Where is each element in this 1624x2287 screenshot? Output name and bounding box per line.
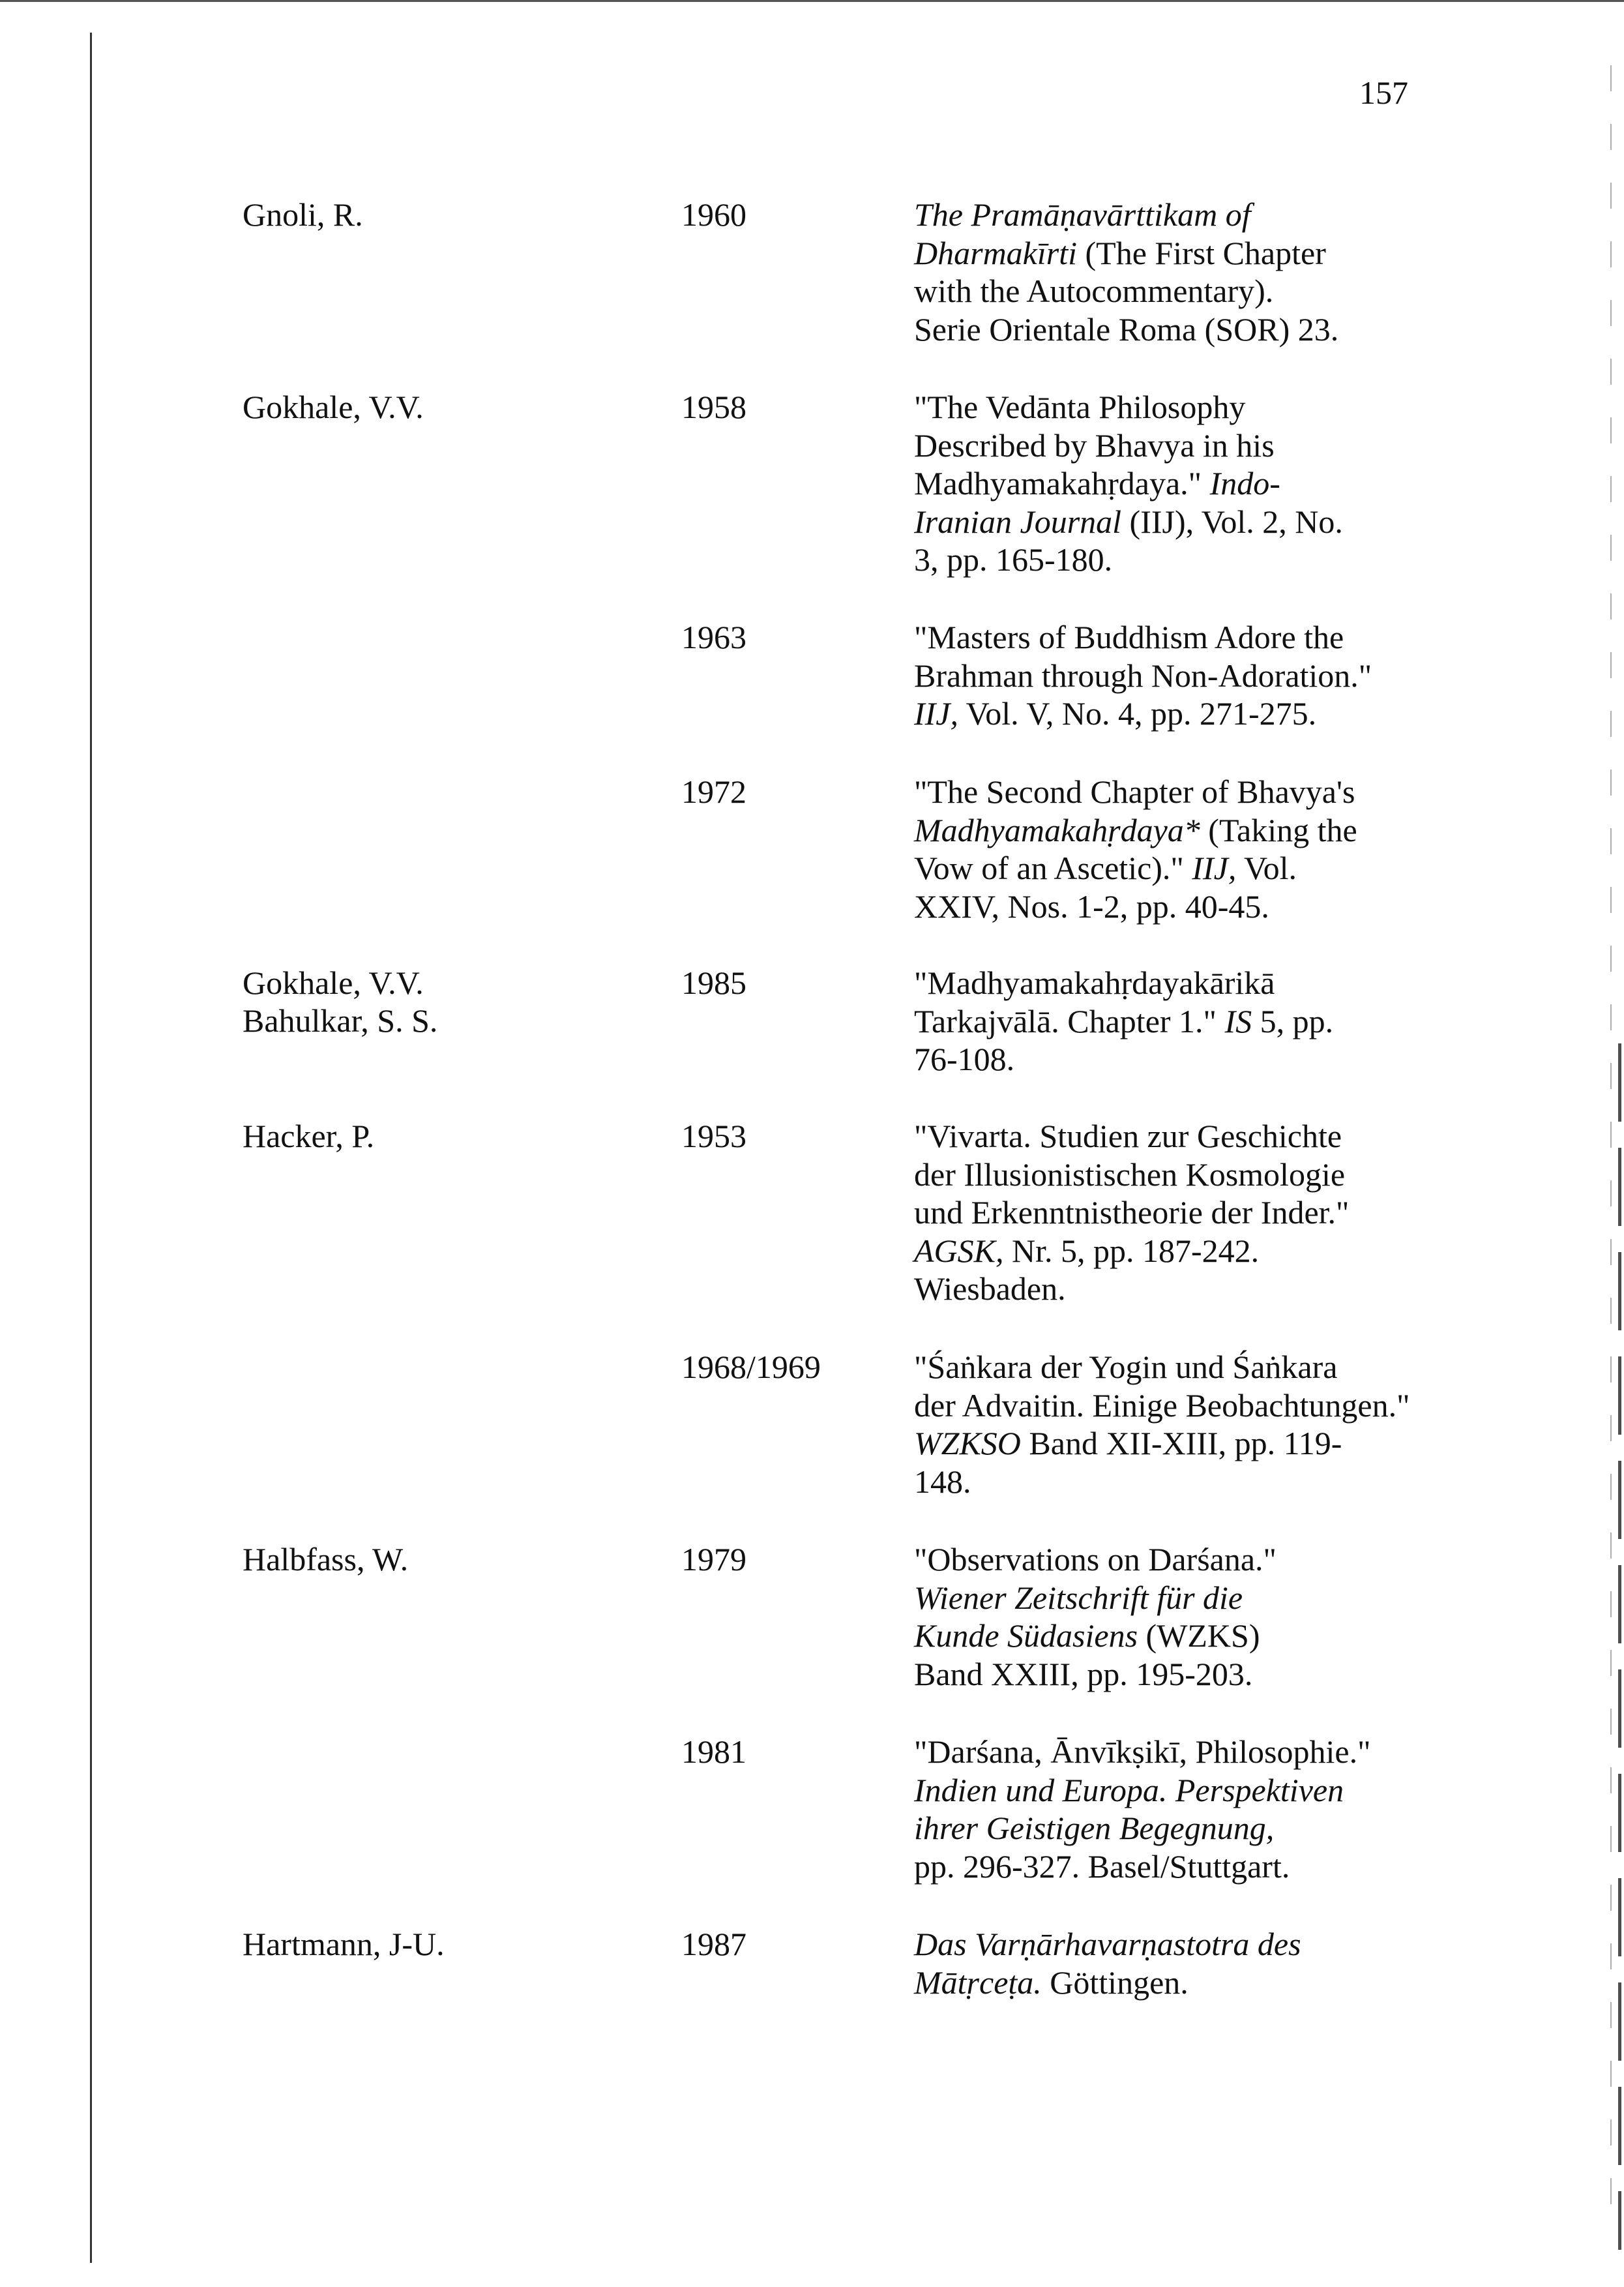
scan-right-edge-artifact xyxy=(1610,65,1612,2217)
citation-title-text: Dharmakīrti xyxy=(914,234,1077,271)
citation-text: 148. xyxy=(914,1463,971,1500)
entry-year: 1981 xyxy=(681,1733,746,1770)
entry-author xyxy=(243,1117,647,1155)
entry-citation xyxy=(914,1925,1436,2001)
citation-text: "Masters of Buddhism Adore the xyxy=(914,619,1344,655)
entry-author xyxy=(243,964,647,1039)
citation-line xyxy=(914,1002,1436,1041)
citation-text: (Taking the xyxy=(1200,811,1357,848)
citation-line xyxy=(914,657,1436,695)
citation-line xyxy=(914,1733,1436,1771)
citation-line xyxy=(914,1655,1436,1694)
citation-text: (WZKS) xyxy=(1138,1617,1260,1654)
entry-year: 1987 xyxy=(681,1926,746,1962)
citation-title-text: Wiener Zeitschrift für die xyxy=(914,1579,1243,1616)
citation-title-text: IIJ, xyxy=(1192,850,1237,886)
entry-citation xyxy=(914,773,1436,925)
citation-text: 76-108. xyxy=(914,1041,1015,1077)
citation-title-text: Iranian Journal xyxy=(914,503,1122,540)
citation-text: Göttingen. xyxy=(1041,1964,1188,2001)
citation-line xyxy=(914,1617,1436,1655)
citation-text: 5, pp. xyxy=(1252,1002,1334,1039)
entry-author xyxy=(243,1925,647,1963)
citation-line xyxy=(914,1809,1436,1847)
citation-line xyxy=(914,811,1436,850)
citation-title-text: Mātṛceṭa. xyxy=(914,1964,1042,2001)
citation-line xyxy=(914,1193,1436,1232)
citation-line xyxy=(914,234,1436,273)
entry-citation xyxy=(914,1348,1436,1501)
entry-year: 1985 xyxy=(681,964,746,1001)
citation-text: Band XII-XIII, pp. 119- xyxy=(1020,1425,1342,1461)
citation-line xyxy=(914,1156,1436,1194)
citation-text: with the Autocommentary). xyxy=(914,273,1274,309)
scan-top-edge xyxy=(0,0,1624,2)
entry-year: 1960 xyxy=(681,196,746,233)
citation-text: Brahman through Non-Adoration." xyxy=(914,657,1372,694)
citation-line xyxy=(914,1040,1436,1079)
citation-line xyxy=(914,964,1436,1002)
citation-text: "Madhyamakahṛdayakārikā xyxy=(914,964,1275,1001)
citation-text: der Advaitin. Einige Beobachtungen." xyxy=(914,1386,1410,1424)
entry-year: 1958 xyxy=(681,389,746,425)
citation-line xyxy=(914,426,1436,465)
citation-line xyxy=(914,1847,1436,1886)
citation-text: "Observations on Darśana." xyxy=(914,1541,1277,1577)
entry-citation xyxy=(914,1117,1436,1308)
citation-text: pp. 296-327. Basel/Stuttgart. xyxy=(914,1847,1290,1885)
entry-citation xyxy=(914,196,1436,348)
citation-text: Wiesbaden. xyxy=(914,1270,1066,1307)
citation-title-text: Madhyamakahṛdaya* xyxy=(914,811,1200,848)
citation-line xyxy=(914,888,1436,926)
entry-citation xyxy=(914,1733,1436,1885)
citation-line xyxy=(914,1964,1436,2002)
author-name: Gnoli, R. xyxy=(243,196,363,233)
citation-text: Tarkajvālā. Chapter 1." xyxy=(914,1002,1225,1039)
citation-line xyxy=(914,388,1436,426)
citation-text: XXIV, Nos. 1-2, pp. 40-45. xyxy=(914,888,1269,925)
citation-line xyxy=(914,1386,1436,1425)
citation-line xyxy=(914,1424,1436,1463)
citation-text: 3, pp. 165-180. xyxy=(914,541,1113,578)
author-name: Gokhale, V.V. xyxy=(243,389,424,425)
citation-line xyxy=(914,1270,1436,1308)
entry-author xyxy=(243,196,647,233)
entry-author xyxy=(243,388,647,426)
citation-text: und Erkenntnistheorie der Inder." xyxy=(914,1194,1350,1231)
citation-title-text: Indien und Europa. Perspektiven xyxy=(914,1771,1344,1808)
citation-title-text: Kunde Südasiens xyxy=(914,1617,1138,1654)
scan-left-binding-rule xyxy=(90,33,92,2263)
citation-line xyxy=(914,1540,1436,1579)
citation-text: der Illusionistischen Kosmologie xyxy=(914,1156,1346,1193)
citation-text: "The Vedānta Philosophy xyxy=(914,389,1246,425)
citation-line xyxy=(914,310,1436,349)
citation-text: "The Second Chapter of Bhavya's xyxy=(914,773,1355,810)
citation-text: Band XXIII, pp. 195-203. xyxy=(914,1655,1253,1692)
entry-citation xyxy=(914,388,1436,579)
author-name: Hartmann, J-U. xyxy=(243,1926,445,1962)
citation-title-text: Indo- xyxy=(1209,465,1280,501)
citation-text: "Vivarta. Studien zur Geschichte xyxy=(914,1118,1342,1154)
citation-line xyxy=(914,1117,1436,1156)
page-number: 157 xyxy=(1359,74,1408,111)
author-name: Bahulkar, S. S. xyxy=(243,1002,438,1039)
citation-line xyxy=(914,1925,1436,1964)
author-name: Halbfass, W. xyxy=(243,1541,409,1577)
citation-text: Vol. xyxy=(1236,850,1297,886)
citation-line xyxy=(914,503,1436,541)
citation-title-text: The Pramāṇavārttikam of xyxy=(914,196,1251,233)
citation-line xyxy=(914,1232,1436,1270)
author-name: Gokhale, V.V. xyxy=(243,964,424,1001)
citation-line xyxy=(914,1579,1436,1617)
citation-text: "Śaṅkara der Yogin und Śaṅkara xyxy=(914,1349,1338,1385)
citation-line xyxy=(914,849,1436,888)
entry-year: 1963 xyxy=(681,619,746,655)
citation-title-text: AGSK, xyxy=(914,1232,1004,1269)
citation-line xyxy=(914,1771,1436,1810)
citation-title-text: WZKSO xyxy=(914,1425,1021,1461)
citation-title-text: Das Varṇārhavarṇastotra des xyxy=(914,1926,1301,1962)
entry-year: 1968/1969 xyxy=(681,1349,821,1385)
citation-text: Serie Orientale Roma (SOR) 23. xyxy=(914,310,1339,348)
entry-citation xyxy=(914,1540,1436,1693)
citation-title-text: IS xyxy=(1224,1002,1252,1039)
citation-line xyxy=(914,541,1436,579)
entry-author xyxy=(243,1540,647,1578)
citation-line xyxy=(914,196,1436,234)
citation-text: (The First Chapter xyxy=(1077,234,1326,271)
citation-line xyxy=(914,618,1436,657)
citation-text: "Darśana, Ānvīkṣikī, Philosophie." xyxy=(914,1733,1371,1770)
citation-text: Madhyamakahṛdaya." xyxy=(914,465,1210,501)
citation-text: (IIJ), Vol. 2, No. xyxy=(1121,503,1343,540)
citation-text: Described by Bhavya in his xyxy=(914,426,1275,464)
citation-title-text: ihrer Geistigen Begegnung, xyxy=(914,1810,1275,1846)
entry-year: 1979 xyxy=(681,1541,746,1577)
entry-citation xyxy=(914,618,1436,733)
entry-year: 1972 xyxy=(681,773,746,810)
citation-text: Vow of an Ascetic)." xyxy=(914,850,1192,886)
citation-line xyxy=(914,1348,1436,1386)
citation-line xyxy=(914,272,1436,310)
citation-text: Nr. 5, pp. 187-242. xyxy=(1003,1232,1260,1269)
citation-title-text: IIJ, xyxy=(914,695,958,732)
entry-year: 1953 xyxy=(681,1118,746,1154)
scan-right-edge-shadow xyxy=(1618,1043,1621,2250)
citation-line xyxy=(914,695,1436,733)
citation-line xyxy=(914,773,1436,811)
author-name: Hacker, P. xyxy=(243,1118,375,1154)
citation-text: Vol. V, No. 4, pp. 271-275. xyxy=(958,695,1317,732)
citation-line xyxy=(914,1463,1436,1501)
citation-line xyxy=(914,464,1436,503)
entry-citation xyxy=(914,964,1436,1079)
